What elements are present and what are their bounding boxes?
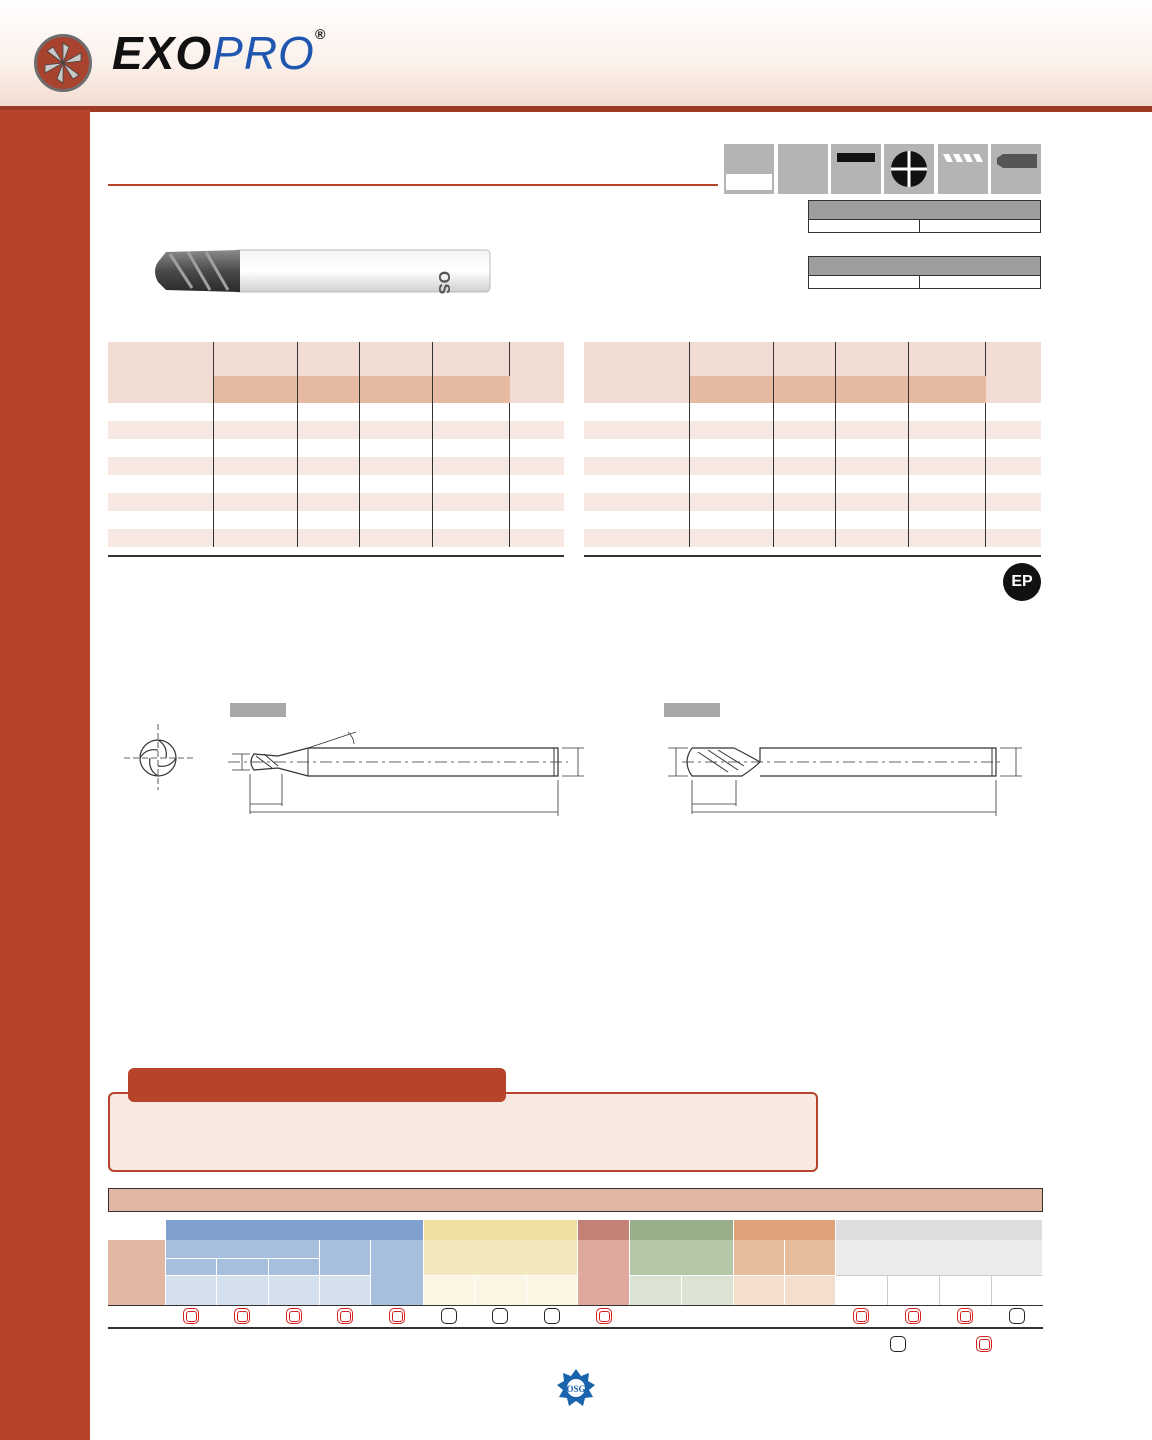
brand-logo-accent: PRO [212, 27, 315, 79]
table-row [108, 475, 564, 493]
helix-icon [938, 144, 988, 194]
table-subheader-cell [214, 376, 298, 403]
table-header-cell [690, 342, 774, 376]
material-subgroup [166, 1240, 320, 1258]
header-divider [0, 106, 1152, 112]
table-subheader-cell [360, 376, 433, 403]
diagram-label-left [230, 703, 286, 717]
material-group-steel [166, 1220, 424, 1240]
recommended-mark-icon [957, 1308, 973, 1324]
spec-table-1 [808, 200, 1041, 233]
table-header-cell [214, 342, 298, 376]
material-cell [475, 1275, 527, 1305]
side-view-diagram-left [228, 724, 588, 820]
table-row [584, 439, 1041, 457]
endmill-cross-section-logo-icon [34, 34, 92, 92]
brand-logo [112, 26, 326, 80]
size-table-left [108, 342, 564, 547]
brand-logo-text: EXO [112, 27, 213, 79]
recommended-mark-icon [234, 1308, 250, 1324]
spec-table-header [809, 201, 1041, 220]
material-cell [269, 1275, 320, 1305]
svg-text:OSG: OSG [435, 271, 452, 294]
end-view-diagram [120, 720, 200, 792]
table-row [108, 403, 564, 421]
material-subgroup [785, 1240, 836, 1275]
material-subgroup [371, 1240, 424, 1305]
osg-logo-icon [556, 1368, 596, 1408]
table-row [584, 457, 1041, 475]
material-cell [630, 1275, 682, 1305]
material-cell [734, 1275, 785, 1305]
recommended-mark-icon [183, 1308, 199, 1324]
recommended-mark-icon [286, 1308, 302, 1324]
material-subgroup [836, 1240, 1043, 1275]
material-group-hardened [630, 1220, 734, 1240]
table-row [108, 511, 564, 529]
legend-suitable-mark-icon [890, 1336, 906, 1352]
table-row [108, 421, 564, 439]
suitable-mark-icon [492, 1308, 508, 1324]
info-panel-tab [128, 1068, 506, 1102]
recommended-mark-icon [389, 1308, 405, 1324]
table-row [584, 529, 1041, 547]
material-cell [682, 1275, 734, 1305]
material-cell [940, 1275, 992, 1305]
spec-cell [920, 276, 1041, 289]
material-subgroup [630, 1240, 734, 1275]
table-subheader-cell [909, 376, 986, 403]
diagram-label-right [664, 703, 720, 717]
shank-icon [831, 144, 881, 194]
table-header-cell [510, 342, 565, 403]
legend-recommended-mark-icon [976, 1336, 992, 1352]
table-header-cell [774, 342, 836, 376]
svg-text:OSG: OSG [566, 1384, 586, 1394]
material-cell [785, 1275, 836, 1305]
recommended-mark-icon [905, 1308, 921, 1324]
size-table-right [584, 342, 1041, 547]
table-header-cell [836, 342, 909, 376]
material-cell [320, 1275, 371, 1305]
recommended-mark-icon [853, 1308, 869, 1324]
material-subgroup [217, 1258, 269, 1275]
table-bottom-rule [584, 555, 1041, 557]
table-row [584, 421, 1041, 439]
cross-section-icon [884, 144, 934, 194]
spec-table-2 [808, 256, 1041, 289]
table-header-cell [909, 342, 986, 376]
suitable-mark-icon [1009, 1308, 1025, 1324]
material-cell [217, 1275, 269, 1305]
table-header-cell [360, 342, 433, 376]
recommended-mark-icon [596, 1308, 612, 1324]
product-image [148, 248, 494, 294]
table-subheader-cell [433, 376, 510, 403]
material-subgroup [269, 1258, 320, 1275]
material-table-bottom-rule [108, 1327, 1043, 1329]
info-panel [108, 1092, 818, 1172]
table-row [108, 493, 564, 511]
material-row-divider [108, 1305, 1043, 1306]
table-row [584, 511, 1041, 529]
material-group-nonferrous [836, 1220, 1043, 1240]
material-subgroup [320, 1240, 371, 1275]
suitable-mark-icon [544, 1308, 560, 1324]
material-group-stainless [424, 1220, 578, 1240]
side-band [0, 110, 90, 1440]
recommended-mark-icon [337, 1308, 353, 1324]
side-view-diagram-right [662, 730, 1028, 820]
material-cell [527, 1275, 578, 1305]
table-header-cell [108, 342, 214, 403]
tool-profile-icon [991, 144, 1041, 194]
table-subheader-cell [298, 376, 360, 403]
table-subheader-cell [836, 376, 909, 403]
table-row [108, 457, 564, 475]
table-header-cell [584, 342, 690, 403]
table-row [108, 439, 564, 457]
material-subgroup [578, 1240, 630, 1305]
material-cell [836, 1275, 888, 1305]
table-header-cell [986, 342, 1042, 403]
material-cell [166, 1275, 217, 1305]
material-table-title-bar [108, 1188, 1043, 1212]
material-row-header [108, 1240, 165, 1305]
spec-cell [920, 220, 1041, 233]
table-subheader-cell [774, 376, 836, 403]
table-bottom-rule [108, 555, 564, 557]
table-header-cell [433, 342, 510, 376]
material-subgroup [166, 1258, 217, 1275]
material-cell [424, 1275, 475, 1305]
spec-cell [809, 220, 920, 233]
blank-icon [778, 144, 828, 194]
material-subgroup [424, 1240, 578, 1275]
ep-badge: EP [1003, 563, 1041, 601]
table-row [584, 493, 1041, 511]
table-row [584, 475, 1041, 493]
material-cell [992, 1275, 1043, 1305]
registered-mark: ® [314, 26, 327, 42]
suitable-mark-icon [441, 1308, 457, 1324]
table-row [584, 403, 1041, 421]
material-subgroup [734, 1240, 785, 1275]
material-group-cast-iron [578, 1220, 630, 1240]
title-underline [108, 184, 718, 186]
spec-table-header [809, 257, 1041, 276]
table-row [108, 529, 564, 547]
flute-count-icon [724, 144, 774, 194]
table-header-cell [298, 342, 360, 376]
material-cell [888, 1275, 940, 1305]
table-subheader-cell [690, 376, 774, 403]
material-group-heat-resistant [734, 1220, 836, 1240]
spec-cell [809, 276, 920, 289]
